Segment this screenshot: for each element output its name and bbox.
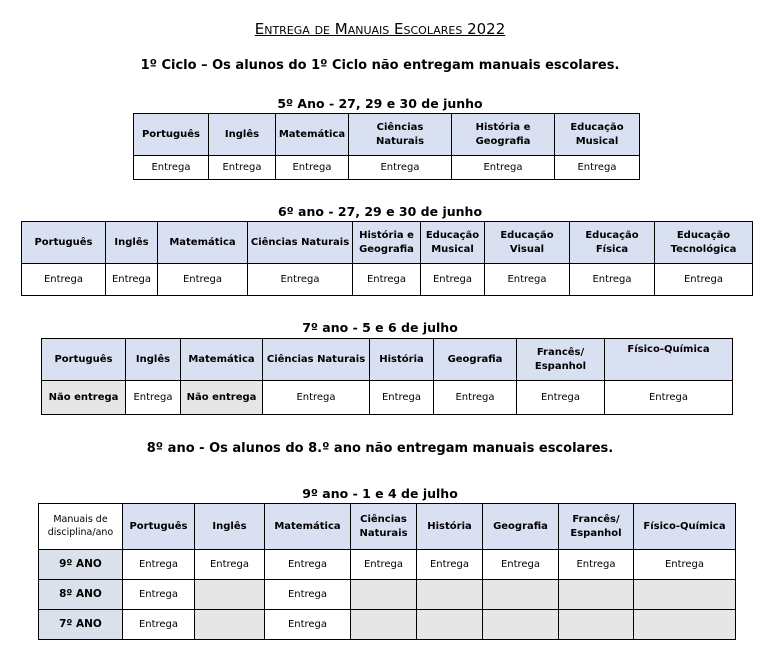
header-cell: Inglês [195,504,265,550]
corner-cell: Manuais de disciplina/ano [39,504,123,550]
table-cell: Entrega [452,156,555,180]
table-cell: Entrega [195,550,265,580]
page-title: Entrega de Manuais Escolares 2022 [254,20,506,38]
header-cell: Francês/ Espanhol [559,504,634,550]
table-cell-empty [351,580,417,610]
table-cell: Entrega [370,381,434,415]
header-cell: Educação Musical [421,222,485,264]
header-cell: Inglês [126,339,181,381]
header-cell: História e Geografia [452,114,555,156]
table-cell-empty [634,580,736,610]
header-cell: Português [123,504,195,550]
ano9-row-7ano [39,610,736,640]
table-cell: Entrega [123,580,195,610]
header-cell: Português [42,339,126,381]
table-cell: Entrega [263,381,370,415]
ano5-value-row [134,156,640,180]
table-cell-empty [634,610,736,640]
ano7-caption: 7º ano - 5 e 6 de julho [302,320,458,335]
table-cell: Entrega [126,381,181,415]
table-cell-empty [559,580,634,610]
header-cell: Português [134,114,209,156]
row-header: 8º ANO [39,580,123,610]
table-cell: Entrega [351,550,417,580]
table-cell: Entrega [417,550,483,580]
header-cell: Geografia [434,339,517,381]
ano9-row-8ano [39,580,736,610]
table-cell: Entrega [123,550,195,580]
table-cell: Entrega [555,156,640,180]
table-cell: Entrega [655,264,753,296]
ano9-caption: 9º ano - 1 e 4 de julho [302,486,458,501]
table-cell-empty [483,580,559,610]
header-cell: Físico-Química [634,504,736,550]
header-cell: Ciências Naturais [248,222,353,264]
table-cell: Entrega [265,610,351,640]
header-cell: Físico-Química [605,339,733,381]
table-cell: Entrega [265,550,351,580]
table-cell-empty [195,580,265,610]
ano9-table [38,503,736,640]
header-cell: História [417,504,483,550]
header-cell: Geografia [483,504,559,550]
header-cell: Educação Física [570,222,655,264]
ano6-value-row [22,264,753,296]
table-cell: Entrega [106,264,158,296]
table-cell: Entrega [123,610,195,640]
table-cell: Entrega [248,264,353,296]
ano7-value-row [42,381,733,415]
table-cell: Entrega [22,264,106,296]
table-cell-empty [559,610,634,640]
table-cell: Entrega [483,550,559,580]
table-cell: Entrega [421,264,485,296]
header-cell: Matemática [158,222,248,264]
table-cell: Entrega [276,156,349,180]
header-cell: História [370,339,434,381]
ano8-note: 8º ano - Os alunos do 8.º ano não entregam manuais escolares. [146,441,614,456]
table-cell-empty [351,610,417,640]
table-cell: Entrega [209,156,276,180]
table-cell-not-delivered: Não entrega [181,381,263,415]
ciclo1-note: 1º Ciclo – Os alunos do 1º Ciclo não entregam manuais escolares. [140,58,620,73]
table-cell: Entrega [559,550,634,580]
row-header: 7º ANO [39,610,123,640]
header-cell: Ciências Naturais [351,504,417,550]
table-cell: Entrega [605,381,733,415]
table-cell: Entrega [634,550,736,580]
header-cell: Inglês [209,114,276,156]
table-cell: Entrega [517,381,605,415]
header-cell: Educação Musical [555,114,640,156]
table-cell: Entrega [158,264,248,296]
header-cell: Matemática [265,504,351,550]
table-cell-empty [417,580,483,610]
header-cell: Educação Visual [485,222,570,264]
table-cell: Entrega [570,264,655,296]
table-cell: Entrega [485,264,570,296]
ano5-table [133,113,640,180]
table-cell-not-delivered: Não entrega [42,381,126,415]
ano6-table [21,221,753,296]
table-cell: Entrega [265,580,351,610]
table-cell: Entrega [349,156,452,180]
table-cell: Entrega [353,264,421,296]
ano5-header-row [134,114,640,156]
ano5-caption: 5º Ano - 27, 29 e 30 de junho [277,96,483,111]
header-cell: Português [22,222,106,264]
ano6-caption: 6º ano - 27, 29 e 30 de junho [277,204,483,219]
table-cell-empty [417,610,483,640]
header-cell: Ciências Naturais [263,339,370,381]
table-cell: Entrega [134,156,209,180]
header-cell: Francês/ Espanhol [517,339,605,381]
ano9-header-row [39,504,736,550]
table-cell-empty [195,610,265,640]
header-cell: Inglês [106,222,158,264]
header-cell: Ciências Naturais [349,114,452,156]
ano9-row-9ano [39,550,736,580]
ano7-table [41,338,733,415]
ano6-header-row [22,222,753,264]
header-cell: Matemática [276,114,349,156]
table-cell-empty [483,610,559,640]
ano7-header-row [42,339,733,381]
header-cell: Educação Tecnológica [655,222,753,264]
header-cell: Matemática [181,339,263,381]
header-cell: História e Geografia [353,222,421,264]
row-header: 9º ANO [39,550,123,580]
table-cell: Entrega [434,381,517,415]
